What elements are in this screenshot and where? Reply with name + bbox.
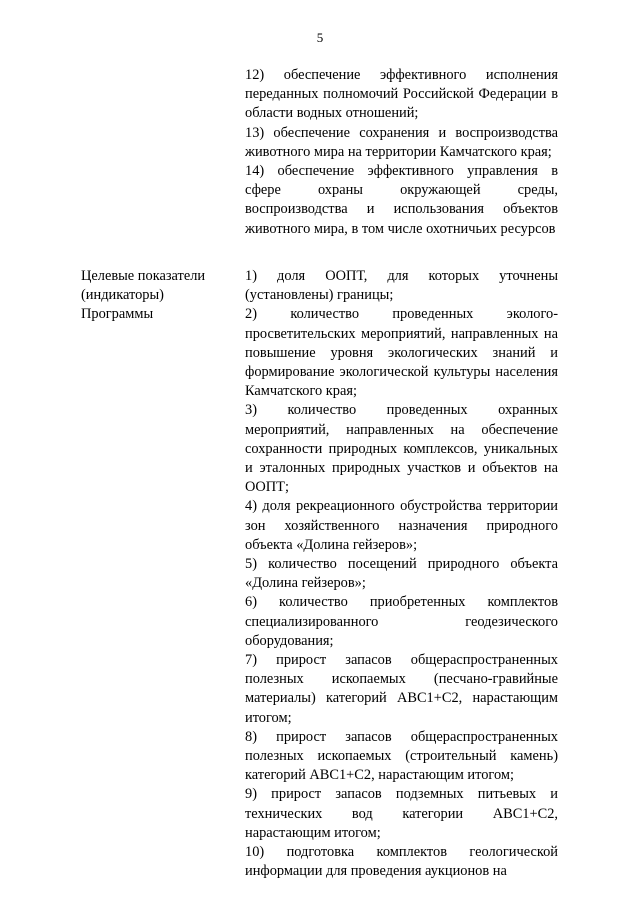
indicators-block xyxy=(245,267,558,882)
indicator-item-1: 1) доля ООПТ, для которых уточнены (установлены) границы; xyxy=(245,268,558,304)
indicator-item-9: 9) прирост запасов подземных питьевых и технических вод категории АВС1+С2, нарастающим итогом; xyxy=(245,786,558,841)
indicator-item-8: 8) прирост запасов общераспространенных полезных ископаемых (строительный камень) категорий АВС1+С2, нарастающим итогом; xyxy=(245,728,558,784)
indicator-item-6: 6) количество приобретенных комплектов специализированного геодезического оборудования; xyxy=(245,594,558,649)
indicators-label xyxy=(81,267,231,325)
task-item-12: 12) обеспечение эффективного исполнения переданных полномочий Российской Федерации в области водных отношений; xyxy=(245,67,558,122)
indicator-item-7: 7) прирост запасов общераспространенных полезных ископаемых (песчано-гравийные материалы) категорий АВС1+С2, нарастающим итогом; xyxy=(245,652,558,726)
task-item-13: 13) обеспечение сохранения и воспроизводства животного мира на территории Камчатского края; xyxy=(245,124,558,160)
tasks-block xyxy=(245,66,558,239)
indicator-item-10: 10) подготовка комплектов геологической информации для проведения аукционов на xyxy=(245,844,558,880)
indicators-label-line: Целевые показатели xyxy=(81,268,206,284)
indicator-item-3: 3) количество проведенных охранных мероприятий, направленных на обеспечение сохранности природных комплексов, уникальных и эталонных природных участков и объектов на ООПТ; xyxy=(245,402,558,496)
indicator-item-5: 5) количество посещений природного объекта «Долина гейзеров»; xyxy=(245,556,558,592)
indicator-item-4: 4) доля рекреационного обустройства территории зон хозяйственного назначения природного объекта «Долина гейзеров»; xyxy=(245,498,558,553)
indicators-label-line: Программы xyxy=(81,306,154,323)
page-number: 5 xyxy=(316,30,324,45)
indicators-label-line: (индикаторы) xyxy=(81,287,164,304)
indicator-item-2: 2) количество проведенных эколого-просветительских мероприятий, направленных на повышение уровня экологических знаний и формирование экологической культуры населения Камчатского края; xyxy=(245,306,558,400)
task-item-14: 14) обеспечение эффективного управления в сфере охраны окружающей среды, воспроизводства и использования объектов животного мира, в том числе охотничьих ресурсов xyxy=(245,163,558,237)
